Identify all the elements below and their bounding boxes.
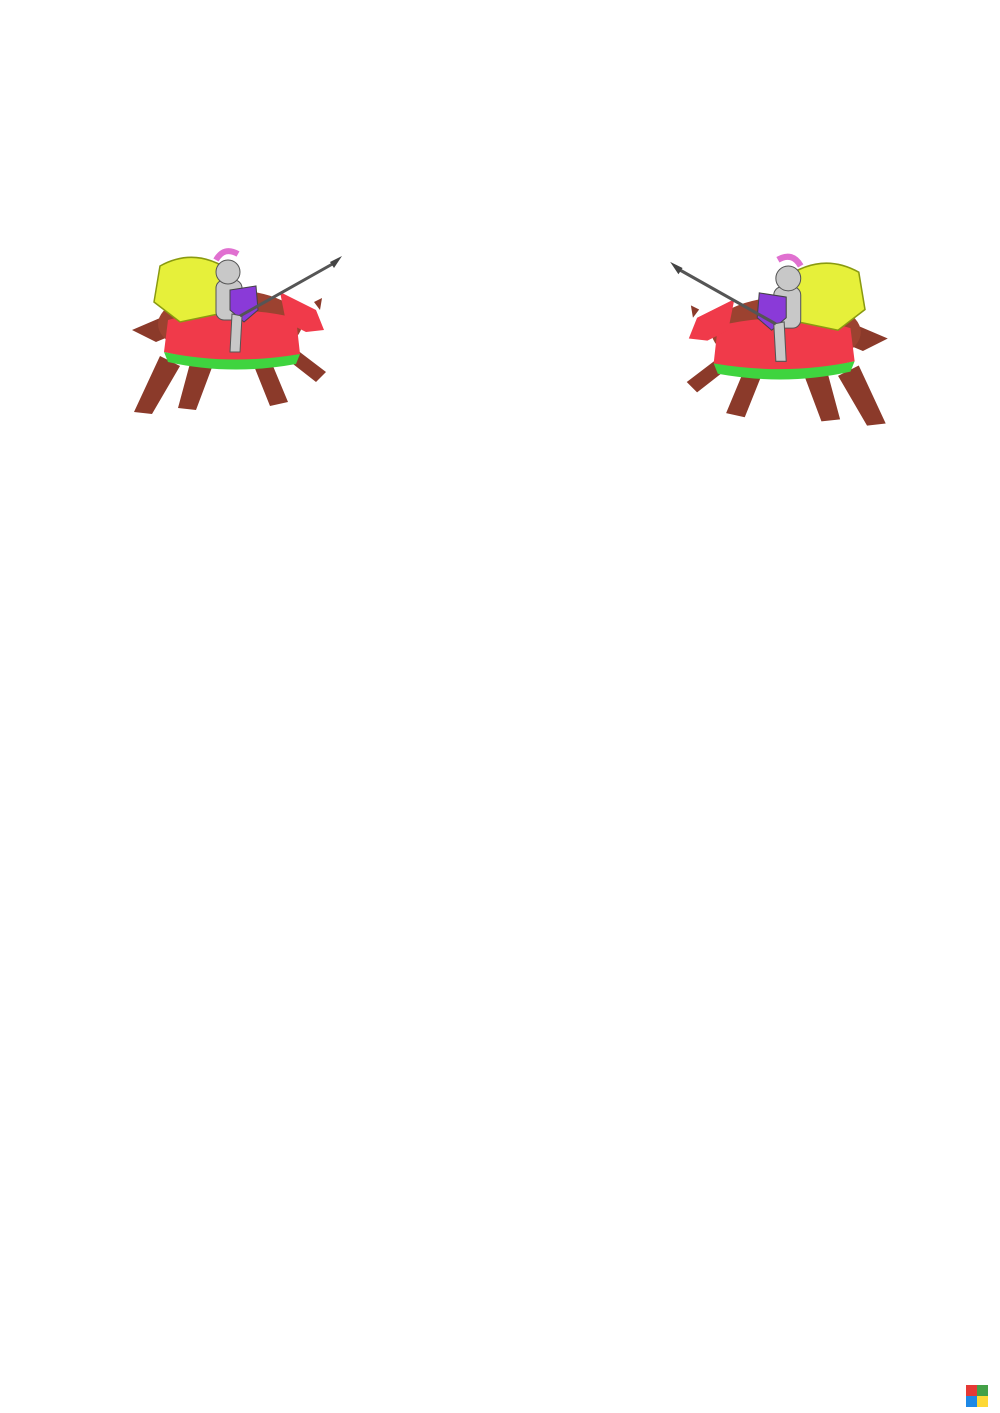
- knight-on-horse-illustration-left: [120, 206, 352, 426]
- frame-right: [928, 78, 968, 1332]
- liveworksheets-logo-icon: [966, 1385, 988, 1407]
- liveworksheets-footer: [966, 1385, 990, 1407]
- frame-left: [40, 78, 80, 1332]
- frame-bottom: [40, 1328, 970, 1376]
- knight-on-horse-illustration-right: [648, 210, 912, 438]
- frame-top: [40, 34, 970, 82]
- page-title: [340, 84, 820, 148]
